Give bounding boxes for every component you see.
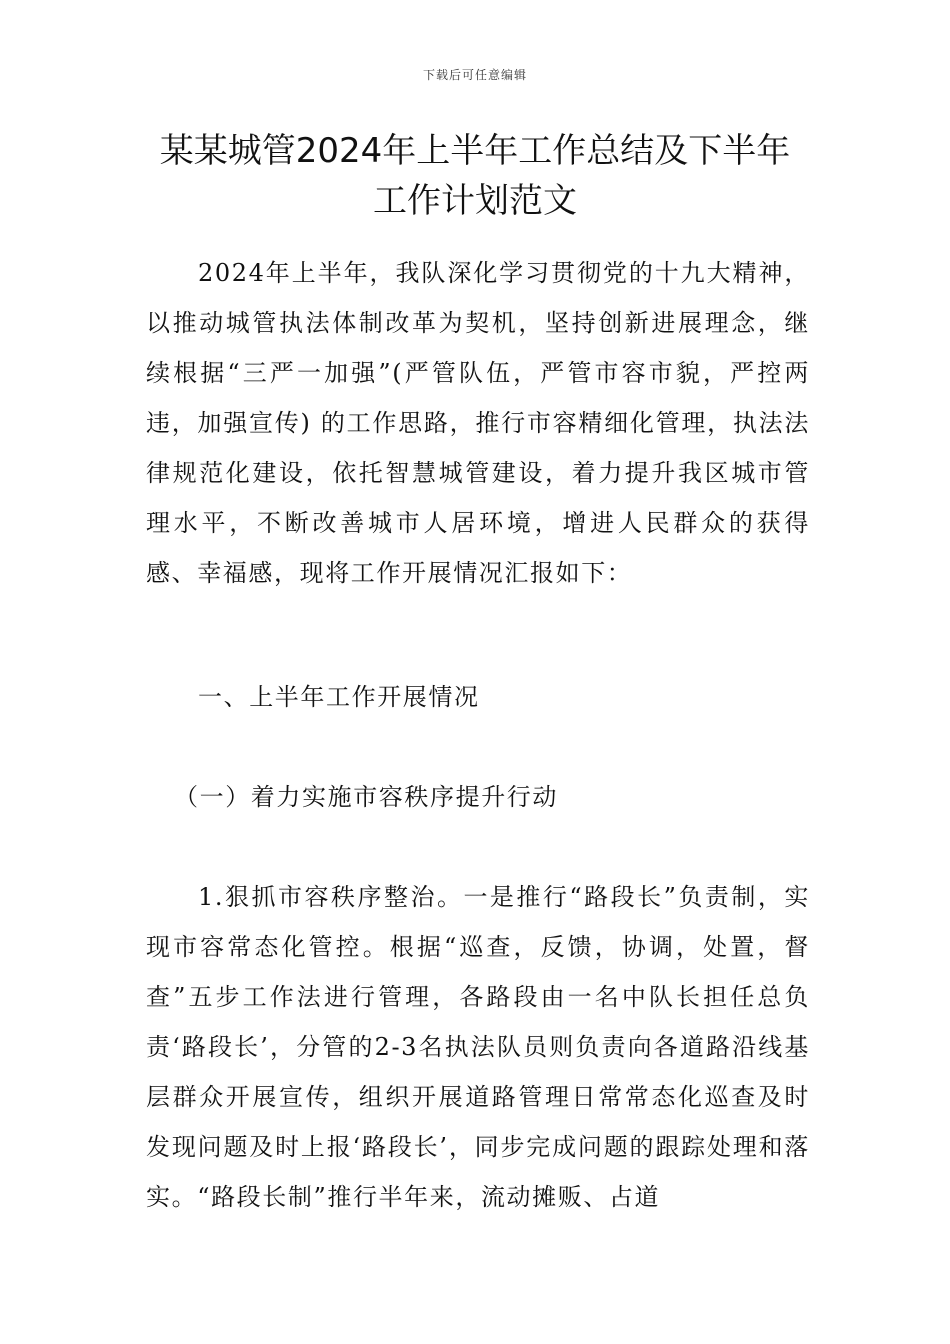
document-title (120, 126, 830, 226)
item-paragraph-1: 1.狠抓市容秩序整治。一是推行“路段长”负责制，实现市容常态化管控。根据“巡查，反馈，协调，处置，督查”五步工作法进行管理，各路段由一名中队长担任总负责‘路段长’，分管的2-3名执法队员则负责向各道路沿线基层群众开展宣传，组织开展道路管理日常常态化巡查及时发现问题及时上报‘路段长’，同步完成问题的跟踪处理和落实。“路段长制”推行半年来，流动摊贩、占道 (146, 883, 810, 1211)
title-line-1: 某某城管2024年上半年工作总结及下半年 (159, 131, 791, 171)
subsection-heading-1: （一）着力实施市容秩序提升行动 (174, 783, 558, 811)
intro-paragraph: 2024年上半年，我队深化学习贯彻党的十九大精神，以推动城管执法体制改革为契机，坚持创新进展理念，继续根据“三严一加强”(严管队伍，严管市容市貌，严控两违，加强宣传) 的工作思路，推行市容精细化管理，执法法律规范化建设，依托智慧城管建设，着力提升我区城市管理水平，不断改善城市人居环境，增进人民群众的获得感、幸福感，现将工作开展情况汇报如下： (146, 259, 810, 587)
title-line-2: 工作计划范文 (373, 181, 577, 221)
section-heading-1: 一、上半年工作开展情况 (198, 683, 480, 711)
header-note: 下载后可任意编辑 (422, 68, 527, 82)
